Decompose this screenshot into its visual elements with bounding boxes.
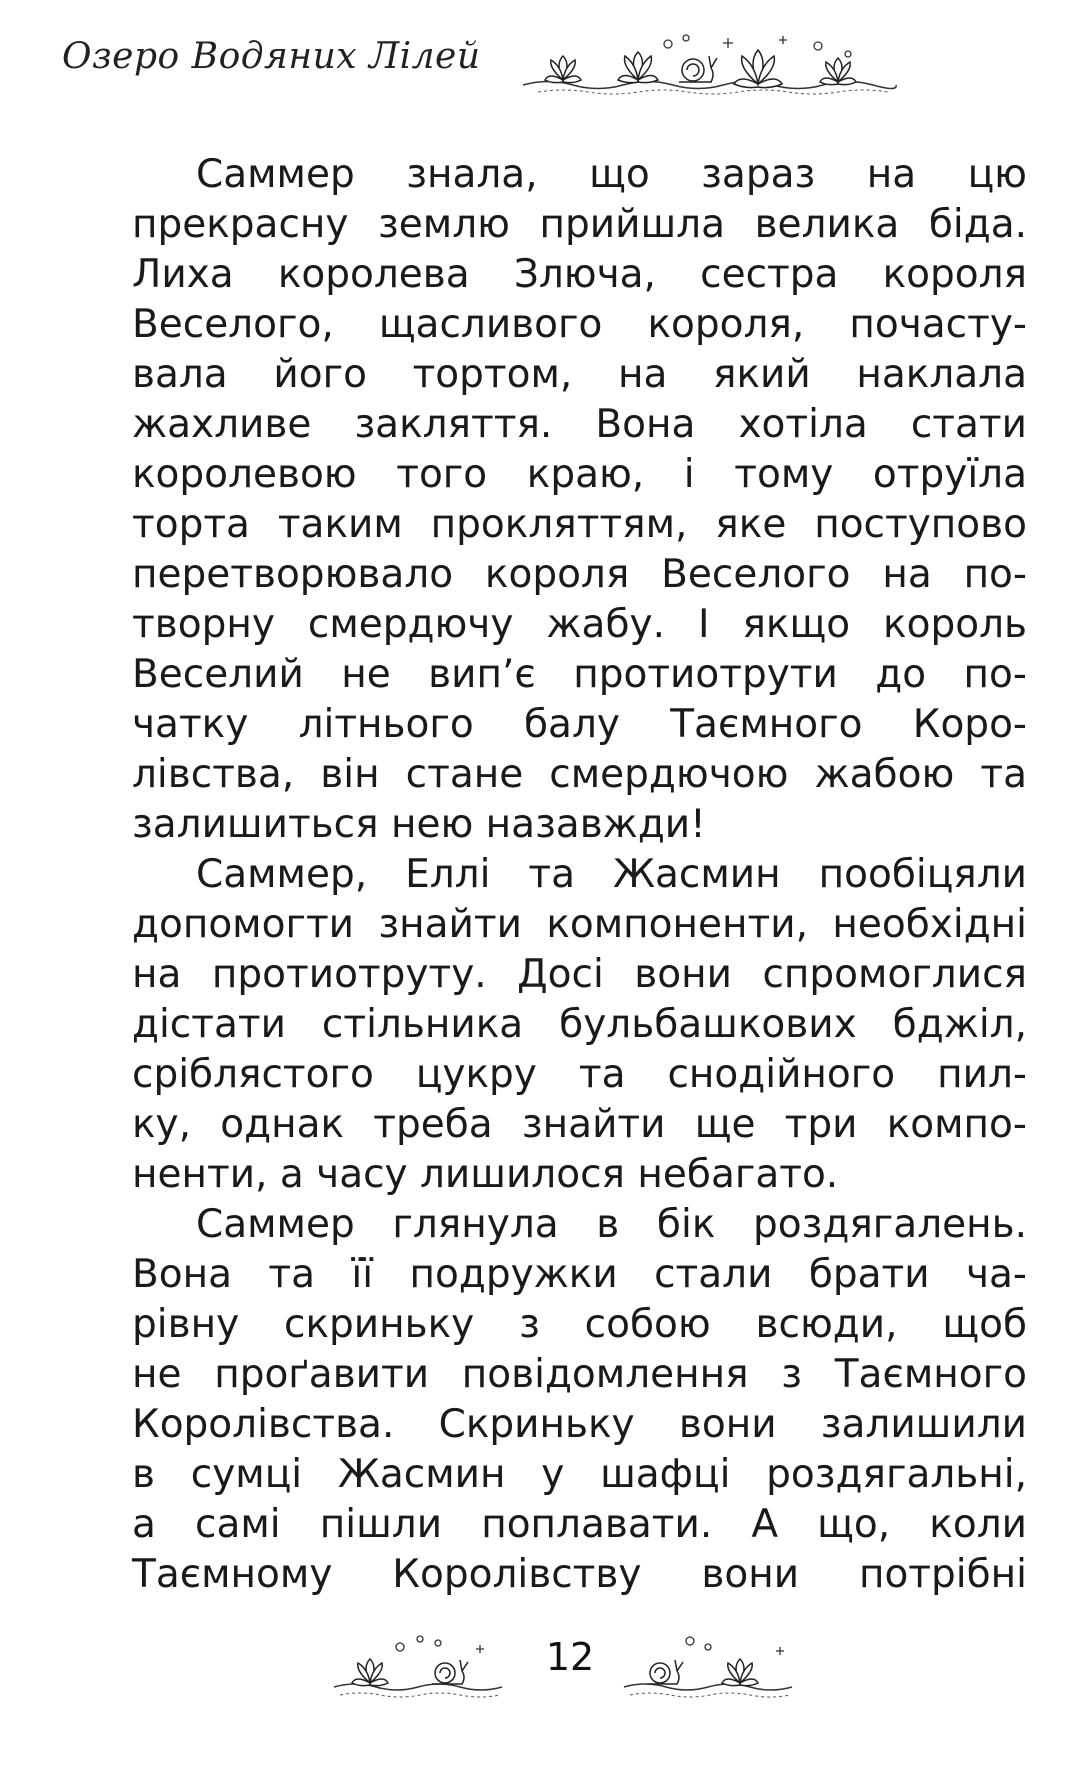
text-line: в сумці Жасмин у шафці роздягальні, [132,1452,1027,1497]
text-line: дістати стільника бульбашкових бджіл, [132,1002,1027,1047]
text-line: а самі пішли поплавати. А що, коли [132,1502,1027,1547]
page-number: 12 [545,1635,595,1679]
text-line: не проґавити повідомлення з Таємного [132,1352,1027,1397]
text-line: творну смердючу жабу. І якщо король [132,602,1027,647]
text-line: перетворювало короля Веселого на по- [132,552,1027,597]
text-line: Королівства. Скриньку вони залишили [132,1402,1027,1447]
text-line: Таємному Королівству вони потрібні [132,1552,1027,1597]
text-line: вала його тортом, на який наклала [132,352,1027,397]
text-line: допомогти знайти компоненти, необхідні [132,902,1027,947]
snail-lily-ornament-icon [330,1625,520,1705]
text-line: лівства, він стане смердючою жабою та [132,752,1027,797]
text-line: ку, однак треба знайти ще три компо- [132,1102,1027,1147]
text-line: жахливе закляття. Вона хотіла стати [132,402,1027,447]
text-line: Саммер, Еллі та Жасмин пообіцяли [196,852,1027,897]
text-line: Вона та її подружки стали брати ча- [132,1252,1027,1297]
page-footer [330,1625,890,1705]
paragraph-1 [132,150,1027,850]
text-line: торта таким прокляттям, яке поступово [132,502,1027,547]
paragraph-2 [132,850,1027,1200]
text-line: Веселого, щасливого короля, почасту- [132,302,1027,347]
paragraph-3 [132,1200,1027,1600]
text-line: Веселий не вип’є протиотрути до по- [132,652,1027,697]
text-line: залишиться нею назавжди! [132,802,706,847]
running-header [62,30,1042,100]
water-lily-ornament-icon [518,30,898,100]
text-line: чатку літнього балу Таємного Коро- [132,702,1027,747]
story-text [132,150,1027,1600]
text-line: Саммер глянула в бік роздягалень. [196,1202,1027,1247]
text-line: рівну скриньку з собою всюди, щоб [132,1302,1027,1347]
text-line: Саммер знала, що зараз на цю [196,152,1027,197]
text-line: прекрасну землю прийшла велика біда. [132,202,1027,247]
text-line: сріблястого цукру та снодійного пил- [132,1052,1027,1097]
text-line: королевою того краю, і тому отруїла [132,452,1027,497]
text-line: на протиотруту. Досі вони спромоглися [132,952,1027,997]
snail-lily-ornament-icon [620,1625,810,1705]
book-title: Озеро Водяних Лілей [62,36,481,77]
text-line: Лиха королева Злюча, сестра короля [132,252,1027,297]
text-line: ненти, а часу лишилося небагато. [132,1152,839,1197]
